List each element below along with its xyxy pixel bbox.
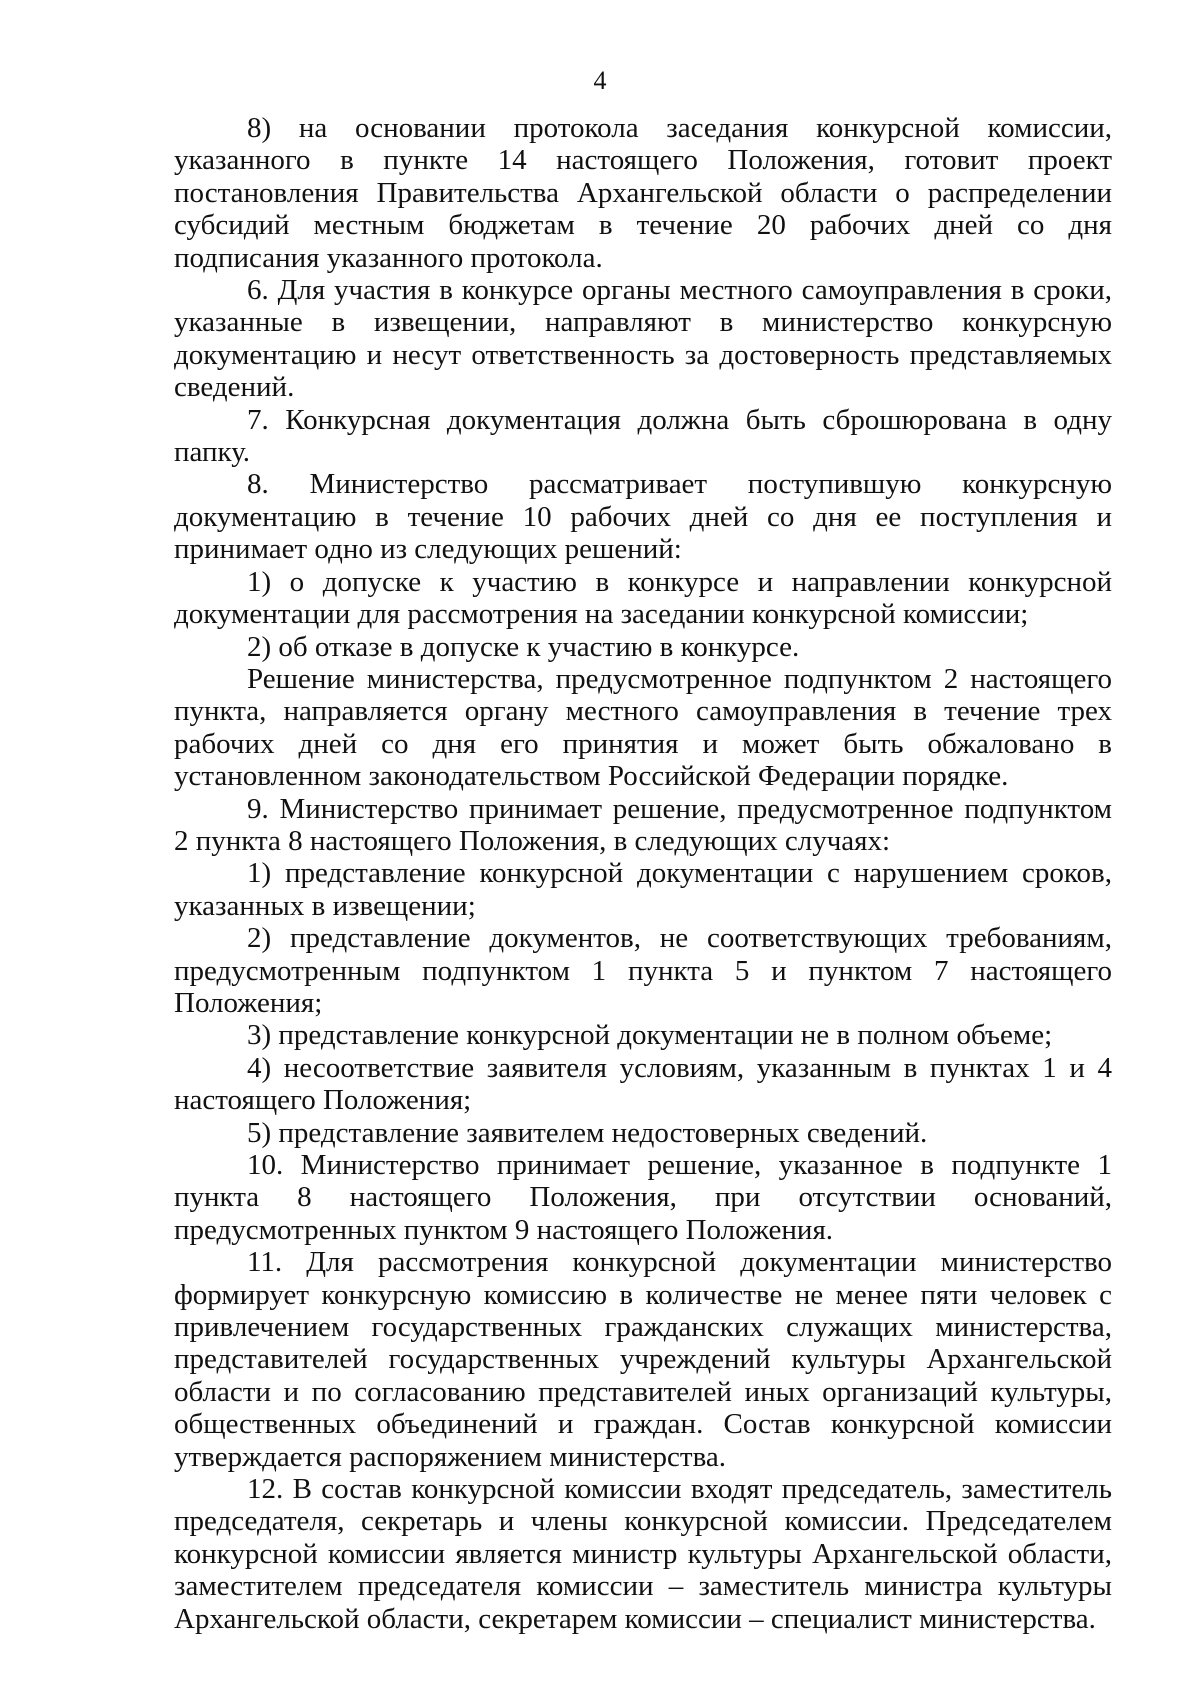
page-number: 4 bbox=[593, 66, 607, 95]
paragraph-9-refusal-cases: 9. Министерство принимает решение, предусмотренное подпунктом 2 пункта 8 настоящего Положения, в следующих случаях: bbox=[174, 792, 1112, 857]
paragraph-8-decision-notice: Решение министерства, предусмотренное подпунктом 2 настоящего пункта, направляется органу местного самоуправления в течение трех рабочих дней со дня его принятия и может быть обжаловано в установленном законодательством Российской Федерации порядке. bbox=[174, 662, 1112, 793]
paragraph-9-subitem-1: 1) представление конкурсной документации с нарушением сроков, указанных в извещении; bbox=[174, 857, 1112, 922]
paragraph-8-subitem-2: 2) об отказе в допуске к участию в конкурсе. bbox=[247, 630, 800, 663]
paragraph-7-binding: 7. Конкурсная документация должна быть сброшюрована в одну папку. bbox=[174, 403, 1112, 469]
paragraph-12-composition: 12. В состав конкурсной комиссии входят председатель, заместитель председателя, секретарь и члены конкурсной комиссии. Председателем конкурсной комиссии является министр культуры Архангельской области, заместителем председателя комиссии – заместитель министра культуры Архангельской области, секретарем комиссии – специалист министерства. bbox=[174, 1473, 1112, 1635]
paragraph-8-review: 8. Министерство рассматривает поступившую конкурсную документацию в течение 10 рабочих дней со дня ее поступления и принимает одно из следующих решений: bbox=[174, 468, 1112, 566]
paragraph-11-commission: 11. Для рассмотрения конкурсной документации министерство формирует конкурсную комиссию в количестве не менее пяти человек с привлечением государственных гражданских служащих министерства, представителей государственных учреждений культуры Архангельской области и по согласованию представителей иных организаций культуры, общественных объединений и граждан. Состав конкурсной комиссии утверждается распоряжением министерства. bbox=[174, 1246, 1112, 1473]
paragraph-6-participation: 6. Для участия в конкурсе органы местного самоуправления в сроки, указанные в извещении, направляют в министерство конкурсную документацию и несут ответственность за достоверность представляемых сведений. bbox=[174, 274, 1112, 404]
paragraph-10-admission: 10. Министерство принимает решение, указанное в подпункте 1 пункта 8 настоящего Положения, при отсутствии оснований, предусмотренных пунктом 9 настоящего Положения. bbox=[174, 1149, 1112, 1246]
paragraph-9-subitem-2: 2) представление документов, не соответствующих требованиям, предусмотренным подпунктом 1 пункта 5 и пунктом 7 настоящего Положения; bbox=[174, 922, 1112, 1019]
paragraph-9-subitem-3: 3) представление конкурсной документации не в полном объеме; bbox=[247, 1019, 1053, 1052]
paragraph-subitem-8-protocol: 8) на основании протокола заседания конкурсной комиссии, указанного в пункте 14 настоящего Положения, готовит проект постановления Правительства Архангельской области о распределении субсидий местным бюджетам в течение 20 рабочих дней со дня подписания указанного протокола. bbox=[174, 112, 1112, 274]
document-body bbox=[174, 112, 1112, 1635]
paragraph-9-subitem-5: 5) представление заявителем недостоверных сведений. bbox=[247, 1116, 928, 1149]
paragraph-9-subitem-4: 4) несоответствие заявителя условиям, указанным в пунктах 1 и 4 настоящего Положения; bbox=[174, 1051, 1112, 1117]
paragraph-8-subitem-1: 1) о допуске к участию в конкурсе и направлении конкурсной документации для рассмотрения на заседании конкурсной комиссии; bbox=[174, 565, 1112, 631]
